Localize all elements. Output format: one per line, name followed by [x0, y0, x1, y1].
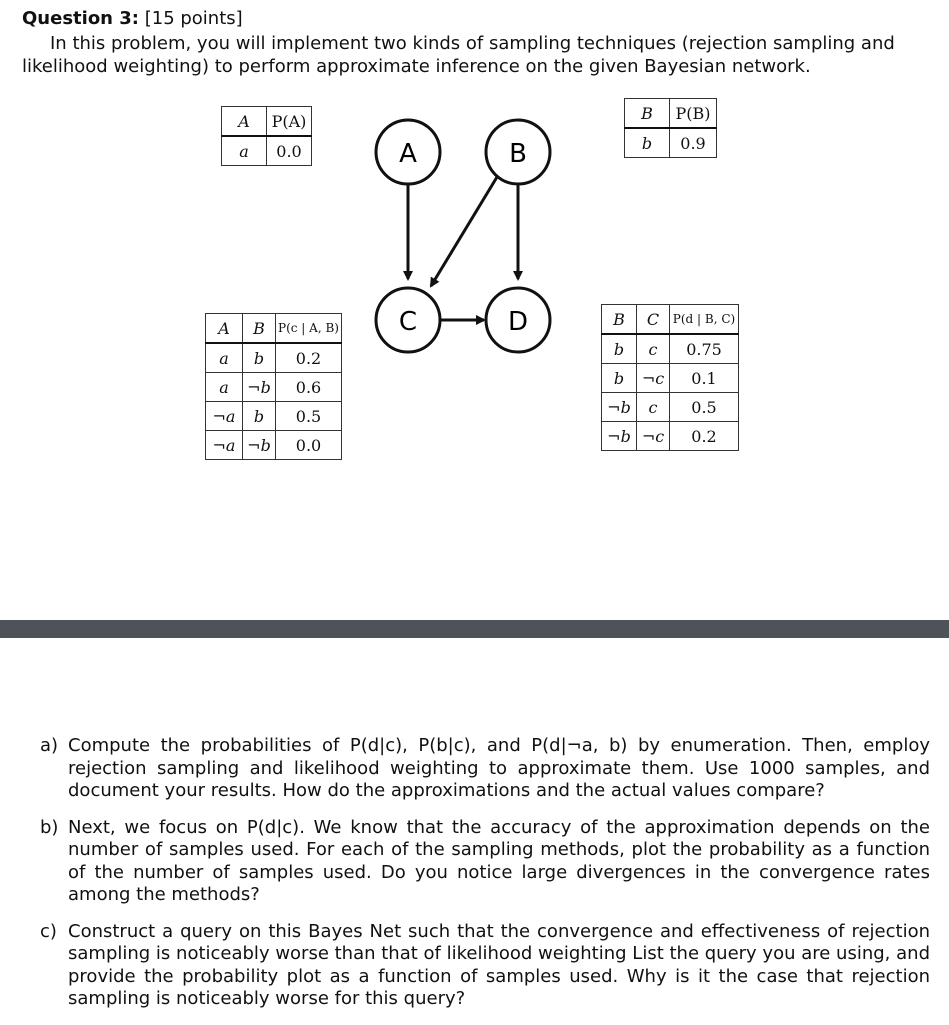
cpt-c-cell: a	[206, 343, 243, 373]
node-b-label: B	[509, 139, 527, 169]
cpt-c-cell: 0.0	[276, 431, 342, 460]
cpt-c-cell: ¬a	[206, 402, 243, 431]
section-divider	[0, 620, 949, 638]
cpt-d-cell: c	[637, 393, 670, 422]
cpt-c-cell: 0.5	[276, 402, 342, 431]
cpt-d-header-c: C	[637, 305, 670, 335]
cpt-d-cell: b	[602, 364, 637, 393]
cpt-d-cell: c	[637, 334, 670, 364]
cpt-c-cell: ¬b	[243, 431, 276, 460]
intro-line-2: likelihood weighting) to perform approximate inference on the given Bayesian network.	[22, 56, 811, 77]
cpt-a-cell: a	[222, 136, 267, 166]
cpt-b-header-prob: P(B)	[670, 99, 717, 129]
node-d	[486, 288, 550, 352]
part-text: Compute the probabilities of P(d|c), P(b|c), and P(d|¬a, b) by enumeration. Then, employ rejection sampling and likelihood weighting to approximate them. Use 1000 samples, and document your results. How do the approximations and the actual values compare?	[68, 735, 930, 801]
cpt-b-cell: 0.9	[670, 128, 717, 158]
node-c	[376, 288, 440, 352]
node-c-label: C	[398, 307, 418, 337]
cpt-c-cell: ¬a	[206, 431, 243, 460]
cpt-c-cell: 0.2	[276, 343, 342, 373]
part-c	[40, 921, 930, 1011]
cpt-d-cell: 0.75	[670, 334, 739, 364]
cpt-d-cell: ¬b	[602, 393, 637, 422]
node-b	[486, 120, 550, 184]
cpt-d-cell: 0.1	[670, 364, 739, 393]
cpt-d-header-prob: P(d | B, C)	[670, 305, 739, 335]
question-points: [15 points]	[144, 8, 243, 29]
cpt-d-header-b: B	[602, 305, 637, 335]
question-parts	[40, 735, 930, 1025]
part-label: c)	[40, 920, 57, 942]
cpt-b-header-var: B	[625, 99, 670, 129]
cpt-c-header-prob: P(c | A, B)	[276, 314, 342, 344]
cpt-d-cell: 0.5	[670, 393, 739, 422]
cpt-c-header-b: B	[243, 314, 276, 344]
part-text: Next, we focus on P(d|c). We know that the accuracy of the approximation depends on the number of samples used. For each of the sampling methods, plot the probability as a function of the number of samples used. Do you notice large divergences in the convergence rates among the methods?	[68, 816, 930, 905]
cpt-c-cell: ¬b	[243, 373, 276, 402]
cpt-a-header-var: A	[222, 107, 267, 137]
cpt-d-cell: ¬c	[637, 364, 670, 393]
cpt-c-cell: 0.6	[276, 373, 342, 402]
part-b	[40, 817, 930, 907]
edge-b-to-c	[431, 177, 497, 286]
part-text: Construct a query on this Bayes Net such that the convergence and effectiveness of rejection sampling is noticeably worse than that of likelihood weighting List the query you are using, and provide the probability plot as a function of samples used. Why is it the case that rejection sampling is noticeably worse for this query?	[68, 920, 930, 1009]
question-label: Question 3:	[22, 8, 139, 29]
cpt-a-header-prob: P(A)	[267, 107, 312, 137]
node-d-label: D	[507, 307, 529, 337]
part-label: a)	[40, 735, 59, 756]
node-a	[376, 120, 440, 184]
cpt-b-cell: b	[625, 128, 670, 158]
cpt-c-cell: b	[243, 402, 276, 431]
cpt-d-cell: b	[602, 334, 637, 364]
cpt-d-cell: 0.2	[670, 422, 739, 451]
node-a-label: A	[399, 139, 417, 169]
cpt-c-cell: a	[206, 373, 243, 402]
part-a	[40, 735, 930, 803]
cpt-d-cell: ¬b	[602, 422, 637, 451]
cpt-c-header-a: A	[206, 314, 243, 344]
cpt-d-cell: ¬c	[637, 422, 670, 451]
cpt-c-cell: b	[243, 343, 276, 373]
part-label: b)	[40, 816, 59, 838]
intro-line-1: In this problem, you will implement two kinds of sampling techniques (rejection sampling and	[50, 33, 895, 54]
cpt-a-cell: 0.0	[267, 136, 312, 166]
